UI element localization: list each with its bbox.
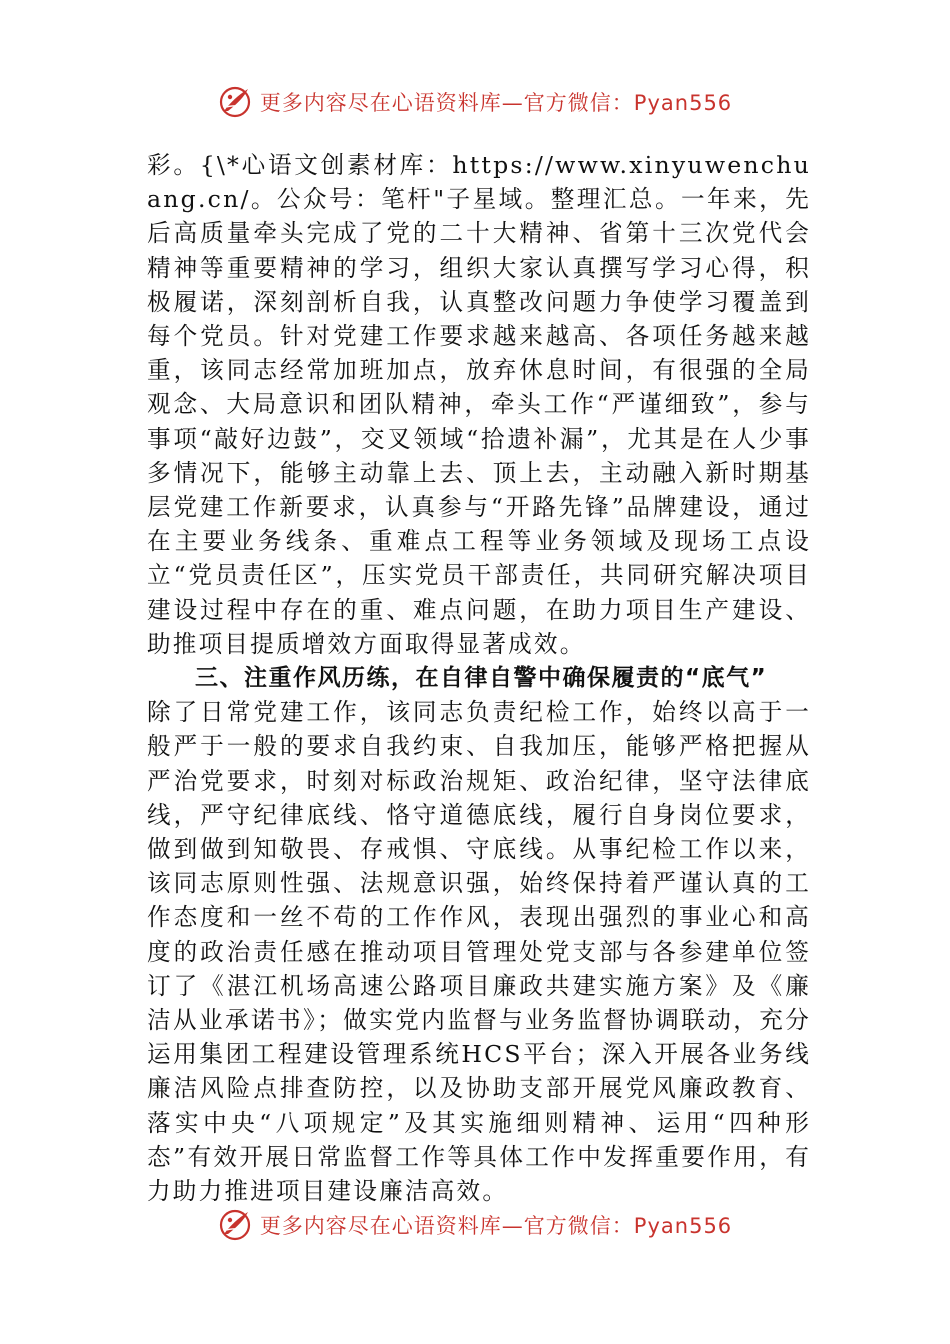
document-body: [147, 148, 811, 1208]
pen-logo-icon: [218, 1208, 252, 1242]
body-paragraph-2: 除了日常党建工作，该同志负责纪检工作，始终以高于一般严于一般的要求自我约束、自我加压，能够严格把握从严治党要求，时刻对标政治规矩、政治纪律，坚守法律底线，严守纪律底线、恪守道德底线，履行自身岗位要求，做到做到知敬畏、存戒惧、守底线。从事纪检工作以来，该同志原则性强、法规意识强，始终保持着严谨认真的工作态度和一丝不苟的工作作风，表现出强烈的事业心和高度的政治责任感在推动项目管理处党支部与各参建单位签订了《湛江机场高速公路项目廉政共建实施方案》及《廉洁从业承诺书》；做实党内监督与业务监督协调联动，充分运用集团工程建设管理系统HCS平台；深入开展各业务线廉洁风险点排查防控，以及协助支部开展党风廉政教育、落实中央“八项规定”及其实施细则精神、运用“四种形态”有效开展日常监督工作等具体工作中发挥重要作用，有力助力推进项目建设廉洁高效。: [147, 698, 811, 1206]
footer-watermark-text: 更多内容尽在心语资料库—官方微信：Pyan556: [259, 1214, 733, 1238]
header-watermark: [0, 80, 950, 124]
section-heading-3: 三、注重作风历练，在自律自警中确保履责的“底气”: [195, 665, 768, 692]
footer-watermark: [0, 1203, 950, 1243]
header-watermark-text: 更多内容尽在心语资料库—官方微信：Pyan556: [259, 91, 733, 115]
body-paragraph-1: 彩。{\*心语文创素材库：https://www.xinyuwenchuang.cn/。公众号：笔杆"子星域。整理汇总。一年来，先后高质量牵头完成了党的二十大精神、省第十三次党代会精神等重要精神的学习，组织大家认真撰写学习心得，积极履诺，深刻剖析自我，认真整改问题力争使学习覆盖到每个党员。针对党建工作要求越来越高、各项任务越来越重，该同志经常加班加点，放弃休息时间，有很强的全局观念、大局意识和团队精神，牵头工作“严谨细致”，参与事项“敲好边鼓”，交叉领域“拾遗补漏”，尤其是在人少事多情况下，能够主动靠上去、顶上去，主动融入新时期基层党建工作新要求，认真参与“开路先锋”品牌建设，通过在主要业务线条、重难点工程等业务领域及现场工点设立“党员责任区”，压实党员干部责任，共同研究解决项目建设过程中存在的重、难点问题，在助力项目生产建设、助推项目提质增效方面取得显著成效。: [147, 151, 811, 658]
pen-logo-icon: [218, 85, 252, 119]
